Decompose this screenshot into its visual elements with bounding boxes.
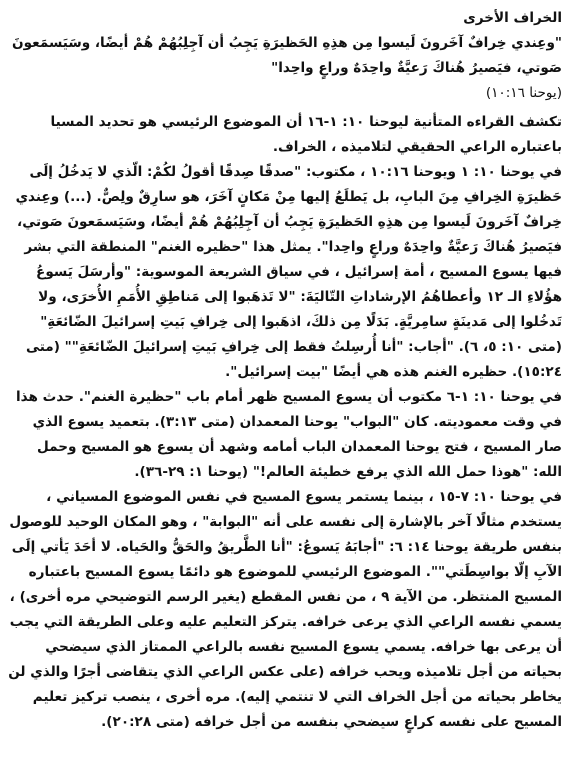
opening-reference: (يوحنا ١٠:١٦) (485, 85, 562, 101)
paragraph-intro: تكشف القراءه المتأنية ليوحنا ١٠: ١-١٦ أن الموضوع الرئيسي هو تحديد المسيا باعتباره الراعي الحقيقي لتلاميذه ، الخراف. (50, 114, 562, 155)
paragraph-gatekeeper: في يوحنا ١٠: ١-٦ مكتوب أن يسوع المسيح ظهر أمام باب "حظيرة الغنم". حدث هذا في وقت معموديته. كان "البواب" يوحنا المعمدان (متى ٣:١٣). بتعميد يسوع الذي صار المسيح ، فتح يوحنا المعمدان الباب أمامه وشهد أن يسوع هو المسيح وحمل الله: "هوذا حمل الله الذي يرفع خطيئة العالم!" (يوحنا ١: ٢٩-٣٦). (16, 389, 562, 480)
paragraph-sheepfold: في يوحنا ١٠: ١ ويوحنا ١٠:١٦ ، مكتوب: "صدقًا صِدقًا أقولُ لكُمْ: الّذي لا يَدخُلُ إلَى حَظيرَةِ الخِرافِ مِنَ البابِ، بل يَطلَعُ إليها مِنْ مَكانٍ آخَرَ، هو سارِقٌ ولِصٌّ. (...) وعِندي خِرافٌ آخَرونَ لَيسوا مِن هذِهِ الحَظيرَةِ يَجِبُ أن آجِلِبُهُمْ هُمْ أيضًا، وسَيَسمَعونَ صَوتي، فيَصيرُ هُناكَ رَعيَّةٌ واحِدَهٌ وراعٍ واحِدا". يمثل هذا "حظيره الغنم" المنطقة التي بشر فيها يسوع المسيح ، أمة إسرائيل ، في سياق الشريعة الموسوية: "وأرسَلَ يَسوعُ هؤُلاءِ الـ ١٢ وأعطاهُمُ الإرشاداتِ التّاليَةَ: "لا تَذهَبوا إلى مَناطِقِ الأُمَمِ الأُخرَى، ولا تَدخُلوا إلى مَدينَةٍ سامِريَّةٍ. بَدَلًا مِن ذلكَ، اذهَبوا إلى خِرافِ بَيتِ إسرائيلَ الضّائعَةِ" (متى ١٠: ٥، ٦). "أجاب: "أنا أُرسِلتُ فقط إلى خِرافِ بَيتِ إسرائيلَ الضّائعَةِ"" (متى ١٥:٢٤). حظيره الغنم هذه هي أيضًا "بيت إسرائيل". (15, 164, 562, 380)
document-title: الخراف الأخرى (463, 10, 562, 26)
opening-quote: "وعِندي خِرافٌ آخَرونَ لَيسوا مِن هذِهِ الحَظيرَةِ يَجِبُ أن آجِلِبُهُمْ هُمْ أيضًا، وسَيَسمَعونَ صَوتي، فيَصيرُ هُناكَ رَعيَّةٌ واحِدَهٌ وراعٍ واحِدا" (12, 35, 562, 76)
paragraph-shepherd: في يوحنا ١٠: ٧-١٥ ، بينما يستمر يسوع المسيح في نفس الموضوع المسياني ، يستخدم مثالًا آخر بالإشارة إلى نفسه على أنه "البوابة" ، وهو المكان الوحيد للوصول بنفس طريقة يوحنا ١٤: ٦: "أجابَهُ يَسوعُ: "أنا الطَّريقُ والحَقُّ والحَياه. لا أحَدَ يَأتي إلَى الآبِ إلّا بواسِطَتي"". الموضوع الرئيسي للموضوع هو دائمًا يسوع المسيح باعتباره المسيح المنتظر. من الآية ٩ ، من نفس المقطع (يغير الرسم التوضيحي مره أخرى) ، يسمي نفسه الراعي الذي يرعى خرافه. يتركز التعليم عليه وعلى الطريقة التي يجب أن يرعى بها خرافه. يسمي يسوع المسيح نفسه بالراعي الممتاز الذي سيضحي بحياته من أجل تلاميذه ويحب خرافه (على عكس الراعي الذي يتقاضى أجرًا والذي لن يخاطر بحياته من أجل الخراف التي لا تنتمي إليه). مره أخرى ، ينصب تركيز تعليم المسيح على نفسه كراعٍ سيضحي بنفسه من أجل خرافه (متى ٢٠:٢٨). (8, 489, 562, 730)
